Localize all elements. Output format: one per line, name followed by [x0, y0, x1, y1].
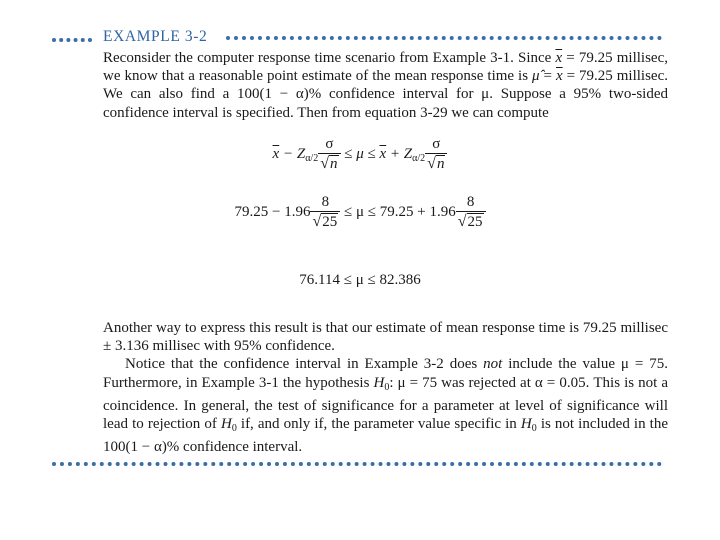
equation-left-term: 79.25 − 1.96 — [234, 203, 311, 220]
fraction-denominator — [318, 153, 340, 173]
inequality-middle: ≤ μ ≤ 79.25 + 1.96 — [340, 203, 456, 220]
equation-result: 76.114 ≤ μ ≤ 82.386 — [299, 272, 421, 288]
text-segment: = 79.25 millisec. We can also find a 100(1 − α)% confidence interval for μ. Suppose a 95% two-sided confidence interval is specified. Then from equation 3-29 we can compute — [103, 68, 668, 121]
radical-sign-icon: √ — [427, 155, 436, 172]
radical-sign-icon: √ — [320, 155, 329, 172]
h0-symbol: H — [520, 416, 532, 433]
text-segment: is not included in the 100(1 − α)% confidence interval. — [103, 416, 668, 456]
h0-symbol: H — [220, 416, 232, 433]
eight-over-root-25-fraction — [456, 194, 486, 231]
alpha-subscript: α/2 — [412, 152, 426, 164]
h0-subscript: 0 — [384, 381, 390, 393]
equation-numeric — [0, 194, 720, 231]
radicand: n — [436, 156, 445, 172]
fraction-numerator: σ — [432, 136, 441, 152]
h0-symbol: H — [373, 374, 385, 391]
eight-over-root-25-fraction — [310, 194, 340, 231]
radicand: 25 — [322, 214, 338, 230]
sigma-over-root-n-fraction — [425, 136, 447, 173]
mu-hat-symbol: μ̂ — [532, 68, 540, 85]
equation-symbolic — [0, 136, 720, 173]
z-term: + Z — [386, 145, 413, 162]
dotted-rule-left — [52, 38, 92, 42]
text-segment: = — [539, 68, 556, 85]
fraction-numerator: 8 — [466, 194, 475, 210]
x-bar-symbol: $\overline{x}$ — [555, 68, 563, 85]
radical-sign-icon: √ — [312, 213, 322, 230]
example-title: EXAMPLE 3-2 — [103, 28, 208, 45]
dotted-rule-top — [226, 36, 662, 40]
fraction-numerator: σ — [325, 136, 334, 152]
fraction-denominator — [425, 153, 447, 173]
z-term: − Z — [279, 145, 306, 162]
text-segment: include the value μ = 75. Furthermore, in Example 3-1 the hypothesis — [103, 356, 668, 391]
sigma-over-root-n-fraction — [318, 136, 340, 173]
radicand: 25 — [467, 214, 483, 230]
text-segment: Another way to express this result is that our estimate of mean response time is 79.25 millisec ± 3.136 millisec with 95% confidence. — [103, 320, 668, 355]
x-bar-symbol: $\overline{x}$ — [272, 145, 280, 162]
fraction-denominator — [456, 211, 486, 231]
fraction-numerator: 8 — [321, 194, 330, 210]
text-segment: Notice that the confidence interval in Example 3-2 does — [125, 356, 484, 373]
text-segment: Reconsider the computer response time scenario from Example 3-1. Since — [103, 50, 556, 66]
radicand: n — [330, 156, 338, 172]
fraction-denominator — [310, 211, 340, 231]
h0-subscript: 0 — [231, 423, 237, 435]
paragraph-conclusion — [103, 319, 668, 456]
x-bar-symbol: $\overline{x}$ — [379, 145, 387, 162]
emphasis-not: not — [483, 356, 503, 373]
text-segment: : μ = 75 was rejected at α = 0.05. This is not a coincidence. In general, the test of significance for a parameter at level of significance will lead to rejection of — [103, 374, 668, 433]
square-root — [458, 213, 484, 231]
text-segment: = 79.25 millisec, we know that a reasonable point estimate of the mean response time is — [103, 50, 668, 85]
square-root — [312, 213, 338, 231]
radical-sign-icon: √ — [457, 213, 467, 230]
square-root — [427, 155, 445, 173]
paragraph-intro — [103, 49, 668, 122]
alpha-subscript: α/2 — [305, 152, 319, 164]
text-segment: if, and only if, the parameter value specific in — [236, 416, 521, 433]
dotted-rule-bottom — [52, 462, 662, 466]
x-bar-symbol: $\overline{x}$ — [555, 50, 563, 66]
square-root — [320, 155, 338, 173]
h0-subscript: 0 — [531, 423, 537, 435]
inequality-middle: ≤ μ ≤ — [340, 145, 380, 162]
